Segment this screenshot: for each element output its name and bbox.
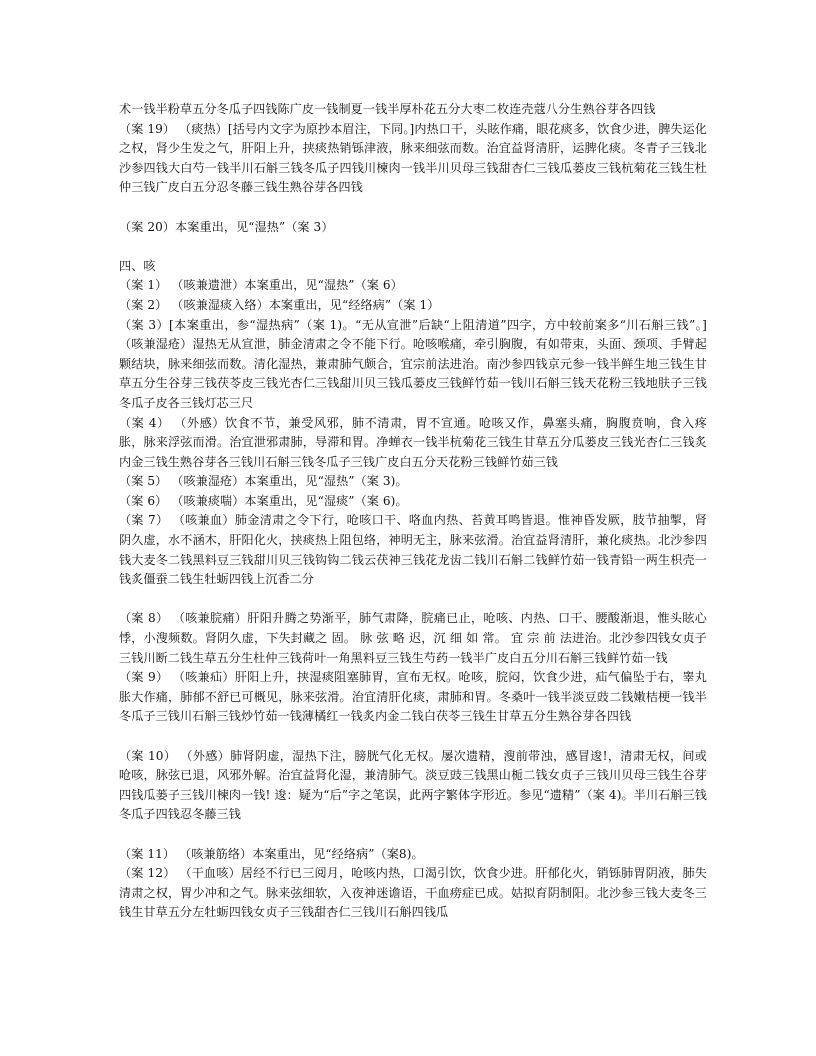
paragraph-cough-case-4: （案 4） （外感）饮食不节，兼受风邪，肺不清肃，胃不宣通。呛咳又作，鼻塞头痛，胸腹贲响，食入疼胀，脉来浮弦而滑。治宜泄邪肃肺，导滞和胃。净蝉衣一钱半杭菊花三钱生甘草五分瓜蒌皮三钱光杏仁三钱炙内金三钱生熟谷芽各三钱川石斛三钱冬瓜子三钱广皮白五分天花粉三钱鲜竹茹三钱 — [119, 415, 707, 469]
paragraph-cough-case-11: （案 11） （咳兼筋络）本案重出，见“经络病”（案8)。 — [119, 846, 424, 861]
paragraph-cough-case-9: （案 9） （咳兼疝）肝阳上升，挟湿痰阻塞肺胃，宣布无权。呛咳，脘闷，饮食少进，疝气偏坠于右，睾丸胀大作痛，肺郁不舒已可概见，脉来弦滑。治宜清肝化痰，肃肺和胃。冬桑叶一钱半淡豆豉二钱嫩桔梗一钱半冬瓜子三钱川石斛三钱炒竹茹一钱薄橘红一钱炙内金二钱白茯苓三钱生甘草五分生熟谷芽各四钱 — [119, 670, 707, 724]
paragraph-cough-case-8: （案 8） （咳兼脘痛）肝阳升腾之势渐平，肺气肃降，脘痛已止，呛咳、内热、口干、腰酸渐退，惟头眩心悸，小溲频数。肾阴久虚，下失封藏之 固。 脉 弦 略 迟，沉 细 如 常。 宜 宗 前 法进治。北沙参四钱女贞子三钱川断二钱生草五分生杜仲三钱荷叶一角黑料豆三钱生芍药一钱半广皮白五分川石斛三钱鲜竹茹一钱 — [119, 611, 707, 665]
paragraph-1: 术一钱半粉草五分冬瓜子四钱陈广皮一钱制夏一钱半厚朴花五分大枣二枚连壳蔻八分生熟谷芽各四钱 — [119, 102, 656, 116]
paragraph-cough-case-5: （案 5） （咳兼湿疮）本案重出，见“湿热”（案 3)。 — [119, 474, 408, 489]
paragraph-cough-case-2: （案 2） （咳兼湿痰入络）本案重出，见“经络病”（案 1） — [119, 297, 440, 312]
paragraph-cough-case-12: （案 12） （干血咳）居经不行已三阅月，呛咳内热，口渴引饮，饮食少进。肝郁化火，销铄肺胃阴液，肺失清肃之权，胃少冲和之气。脉来弦细软，入夜神迷谵语，干血痨症已成。姑拟育阴制阳。北沙参三钱大麦冬三钱生甘草五分左牡蛎四钱女贞子三钱甜杏仁三钱川石斛四钱瓜 — [119, 866, 707, 920]
paragraph-cough-case-7: （案 7） （咳兼血）肺金清肃之令下行，呛咳口干、咯血内热、苔黄耳鸣皆退。惟神昏发厥，肢节抽掣，肾阴久虚，水不涵木，肝阳化火，挟痰热上阻包络，神明无主，脉来弦滑。治宜益肾清肝，兼化痰热。北沙参四钱大麦冬二钱黑料豆三钱甜川贝三钱钩钩二钱云茯神三钱花龙齿二钱川石斛二钱鲜竹茹一钱青铅一两生枳壳一钱炙僵蚕二钱生牡蛎四钱上沉香二分 — [119, 513, 707, 587]
blank-line — [119, 198, 707, 218]
paragraph-cough-case-6: （案 6） （咳兼痰喘）本案重出，见“湿痰”（案 6)。 — [119, 493, 408, 508]
paragraph-cough-case-1: （案 1） （咳兼遗泄）本案重出，见“湿热”（案 6） — [119, 278, 403, 293]
blank-line — [119, 727, 707, 747]
blank-line — [119, 825, 707, 845]
section-heading: 四、咳 — [119, 258, 156, 273]
paragraph-case-19: （案 19） （痰热）[括号内文字为原抄本眉注，下同。]内热口干，头眩作痛，眼花痰多，饮食少进，脾失运化之权，肾少生发之气，肝阳上升，挟痰热销铄津液，脉来细弦而数。治宜益肾清肝，运脾化痰。冬青子三钱北沙参四钱大白芍一钱半川石斛三钱冬瓜子四钱川楝肉一钱半川贝母三钱甜杏仁三钱瓜蒌皮三钱杭菊花三钱生杜仲三钱广皮白五分忍冬藤三钱生熟谷芽各四钱 — [119, 121, 707, 195]
paragraph-case-20: （案 20）本案重出，见“湿热”（案 3） — [119, 219, 334, 234]
paragraph-cough-case-3: （案 3）[本案重出，参“湿热病”（案 1)。“无从宣泄”后缺“上阻清道”四字，方中较前案多“川石斛三钱”。]（咳兼湿疮）湿热无从宣泄，肺金清肃之令不能下行。呛咳喉痛，牵引胸腹，有如带束，头面、颈项、手臂起颗结块，脉来细弦而数。清化湿热，兼肃肺气颇合，宜宗前法进治。南沙参四钱京元参一钱半鲜生地三钱生甘草五分生谷芽三钱茯苓皮三钱光杏仁三钱甜川贝三钱瓜蒌皮三钱鲜竹茹一钱川石斛三钱天花粉三钱地肤子三钱冬瓜子皮各三钱灯芯三尺 — [119, 317, 707, 410]
blank-line — [119, 590, 707, 610]
paragraph-cough-case-10: （案 10） （外感）肺肾阴虚，湿热下注，膀胱气化无权。屡次遗精，溲前带浊，感冒逡!，清肃无权，间或呛咳，脉弦已退，风邪外解。治宜益肾化湿，兼清肺气。淡豆豉三钱黑山栀二钱女贞子三钱川贝母三钱生谷芽四钱瓜蒌子三钱川楝肉一钱! 逡：疑为“后”字之笔误，此两字繁体字形近。参见“遗精”（案 4)。半川石斛三钱冬瓜子四钱忍冬藤三钱 — [119, 748, 707, 822]
blank-line — [119, 237, 707, 257]
document-page — [119, 100, 707, 923]
